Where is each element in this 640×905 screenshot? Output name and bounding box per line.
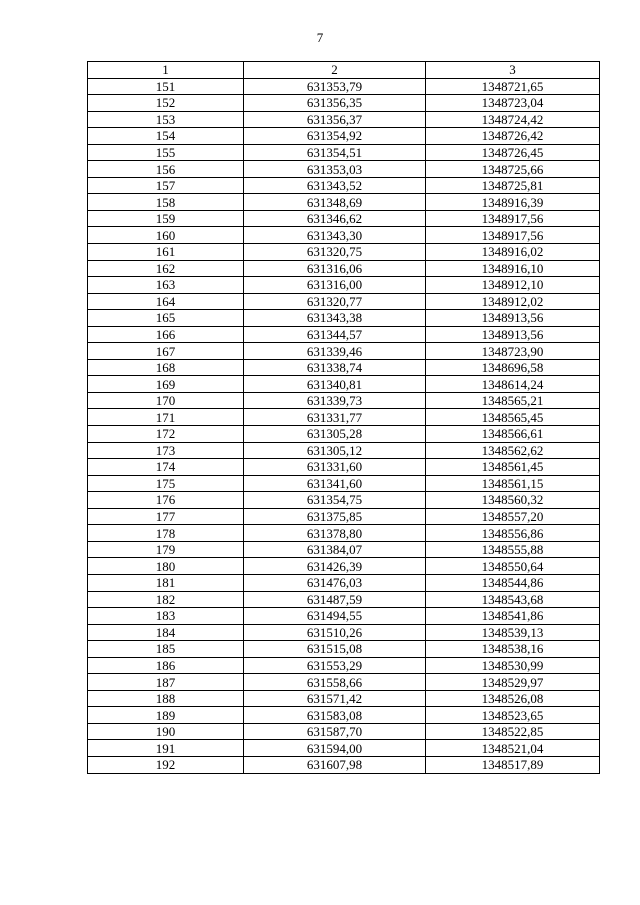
point-number-cell: 176 <box>88 492 244 509</box>
x-coordinate-cell: 631343,30 <box>244 227 426 244</box>
y-coordinate-cell: 1348561,45 <box>426 459 600 476</box>
y-coordinate-cell: 1348522,85 <box>426 723 600 740</box>
x-coordinate-cell: 631354,75 <box>244 492 426 509</box>
point-number-cell: 187 <box>88 674 244 691</box>
table-row <box>88 128 600 145</box>
table-row <box>88 723 600 740</box>
y-coordinate-cell: 1348916,39 <box>426 194 600 211</box>
y-coordinate-cell: 1348529,97 <box>426 674 600 691</box>
x-coordinate-cell: 631316,00 <box>244 277 426 294</box>
page-number: 7 <box>316 30 324 45</box>
table-row <box>88 277 600 294</box>
x-coordinate-cell: 631341,60 <box>244 475 426 492</box>
point-number-cell: 160 <box>88 227 244 244</box>
x-coordinate-cell: 631494,55 <box>244 608 426 625</box>
x-coordinate-cell: 631558,66 <box>244 674 426 691</box>
x-coordinate-cell: 631305,12 <box>244 442 426 459</box>
point-number-cell: 151 <box>88 78 244 95</box>
point-number-cell: 158 <box>88 194 244 211</box>
x-coordinate-cell: 631348,69 <box>244 194 426 211</box>
table-row <box>88 227 600 244</box>
y-coordinate-cell: 1348550,64 <box>426 558 600 575</box>
y-coordinate-cell: 1348557,20 <box>426 508 600 525</box>
y-coordinate-cell: 1348723,04 <box>426 95 600 112</box>
x-coordinate-cell: 631338,74 <box>244 359 426 376</box>
x-coordinate-cell: 631340,81 <box>244 376 426 393</box>
table-row <box>88 144 600 161</box>
y-coordinate-cell: 1348614,24 <box>426 376 600 393</box>
point-number-cell: 178 <box>88 525 244 542</box>
point-number-cell: 161 <box>88 244 244 261</box>
x-coordinate-cell: 631353,03 <box>244 161 426 178</box>
table-row <box>88 591 600 608</box>
x-coordinate-cell: 631553,29 <box>244 657 426 674</box>
x-coordinate-cell: 631343,52 <box>244 177 426 194</box>
point-number-cell: 154 <box>88 128 244 145</box>
y-coordinate-cell: 1348725,66 <box>426 161 600 178</box>
y-coordinate-cell: 1348517,89 <box>426 756 600 773</box>
table-row <box>88 111 600 128</box>
x-coordinate-cell: 631356,37 <box>244 111 426 128</box>
point-number-cell: 174 <box>88 459 244 476</box>
table-row <box>88 492 600 509</box>
y-coordinate-cell: 1348544,86 <box>426 574 600 591</box>
point-number-cell: 173 <box>88 442 244 459</box>
x-coordinate-cell: 631375,85 <box>244 508 426 525</box>
table-row <box>88 459 600 476</box>
x-coordinate-cell: 631583,08 <box>244 707 426 724</box>
coordinates-table <box>87 61 600 774</box>
table-row <box>88 641 600 658</box>
y-coordinate-cell: 1348724,42 <box>426 111 600 128</box>
table-header-row <box>88 62 600 79</box>
table-row <box>88 293 600 310</box>
y-coordinate-cell: 1348917,56 <box>426 227 600 244</box>
x-coordinate-cell: 631331,60 <box>244 459 426 476</box>
point-number-cell: 162 <box>88 260 244 277</box>
y-coordinate-cell: 1348523,65 <box>426 707 600 724</box>
x-coordinate-cell: 631346,62 <box>244 210 426 227</box>
point-number-cell: 189 <box>88 707 244 724</box>
point-number-cell: 171 <box>88 409 244 426</box>
x-coordinate-cell: 631384,07 <box>244 541 426 558</box>
x-coordinate-cell: 631353,79 <box>244 78 426 95</box>
table-row <box>88 541 600 558</box>
x-coordinate-cell: 631356,35 <box>244 95 426 112</box>
x-coordinate-cell: 631316,06 <box>244 260 426 277</box>
point-number-cell: 185 <box>88 641 244 658</box>
point-number-cell: 186 <box>88 657 244 674</box>
table-row <box>88 624 600 641</box>
y-coordinate-cell: 1348913,56 <box>426 326 600 343</box>
table-row <box>88 194 600 211</box>
table-body <box>88 78 600 773</box>
column-header-3: 3 <box>426 62 600 79</box>
point-number-cell: 170 <box>88 392 244 409</box>
point-number-cell: 166 <box>88 326 244 343</box>
table-row <box>88 740 600 757</box>
x-coordinate-cell: 631320,75 <box>244 244 426 261</box>
point-number-cell: 177 <box>88 508 244 525</box>
x-coordinate-cell: 631487,59 <box>244 591 426 608</box>
x-coordinate-cell: 631594,00 <box>244 740 426 757</box>
point-number-cell: 172 <box>88 426 244 443</box>
table-row <box>88 95 600 112</box>
table-row <box>88 574 600 591</box>
table-row <box>88 210 600 227</box>
table-row <box>88 525 600 542</box>
table-row <box>88 376 600 393</box>
y-coordinate-cell: 1348721,65 <box>426 78 600 95</box>
x-coordinate-cell: 631426,39 <box>244 558 426 575</box>
point-number-cell: 165 <box>88 310 244 327</box>
column-header-2: 2 <box>244 62 426 79</box>
x-coordinate-cell: 631587,70 <box>244 723 426 740</box>
y-coordinate-cell: 1348912,10 <box>426 277 600 294</box>
y-coordinate-cell: 1348543,68 <box>426 591 600 608</box>
column-header-1: 1 <box>88 62 244 79</box>
point-number-cell: 188 <box>88 690 244 707</box>
x-coordinate-cell: 631320,77 <box>244 293 426 310</box>
table-row <box>88 392 600 409</box>
table-row <box>88 343 600 360</box>
point-number-cell: 163 <box>88 277 244 294</box>
table-row <box>88 78 600 95</box>
y-coordinate-cell: 1348723,90 <box>426 343 600 360</box>
table-row <box>88 674 600 691</box>
y-coordinate-cell: 1348539,13 <box>426 624 600 641</box>
point-number-cell: 180 <box>88 558 244 575</box>
x-coordinate-cell: 631571,42 <box>244 690 426 707</box>
table-row <box>88 426 600 443</box>
x-coordinate-cell: 631510,26 <box>244 624 426 641</box>
point-number-cell: 167 <box>88 343 244 360</box>
point-number-cell: 153 <box>88 111 244 128</box>
table-row <box>88 326 600 343</box>
x-coordinate-cell: 631378,80 <box>244 525 426 542</box>
table-row <box>88 608 600 625</box>
y-coordinate-cell: 1348530,99 <box>426 657 600 674</box>
table-row <box>88 244 600 261</box>
point-number-cell: 152 <box>88 95 244 112</box>
x-coordinate-cell: 631607,98 <box>244 756 426 773</box>
table-row <box>88 657 600 674</box>
table-row <box>88 409 600 426</box>
y-coordinate-cell: 1348565,45 <box>426 409 600 426</box>
point-number-cell: 157 <box>88 177 244 194</box>
y-coordinate-cell: 1348916,02 <box>426 244 600 261</box>
point-number-cell: 190 <box>88 723 244 740</box>
table-row <box>88 177 600 194</box>
table-row <box>88 442 600 459</box>
table-row <box>88 690 600 707</box>
point-number-cell: 183 <box>88 608 244 625</box>
point-number-cell: 169 <box>88 376 244 393</box>
table-row <box>88 310 600 327</box>
y-coordinate-cell: 1348725,81 <box>426 177 600 194</box>
y-coordinate-cell: 1348560,32 <box>426 492 600 509</box>
table-row <box>88 756 600 773</box>
y-coordinate-cell: 1348566,61 <box>426 426 600 443</box>
table-row <box>88 260 600 277</box>
point-number-cell: 192 <box>88 756 244 773</box>
table-row <box>88 161 600 178</box>
table-row <box>88 508 600 525</box>
y-coordinate-cell: 1348726,45 <box>426 144 600 161</box>
x-coordinate-cell: 631344,57 <box>244 326 426 343</box>
x-coordinate-cell: 631515,08 <box>244 641 426 658</box>
x-coordinate-cell: 631354,51 <box>244 144 426 161</box>
y-coordinate-cell: 1348561,15 <box>426 475 600 492</box>
x-coordinate-cell: 631354,92 <box>244 128 426 145</box>
point-number-cell: 164 <box>88 293 244 310</box>
point-number-cell: 168 <box>88 359 244 376</box>
y-coordinate-cell: 1348565,21 <box>426 392 600 409</box>
table-row <box>88 359 600 376</box>
y-coordinate-cell: 1348917,56 <box>426 210 600 227</box>
point-number-cell: 155 <box>88 144 244 161</box>
y-coordinate-cell: 1348562,62 <box>426 442 600 459</box>
y-coordinate-cell: 1348521,04 <box>426 740 600 757</box>
y-coordinate-cell: 1348726,42 <box>426 128 600 145</box>
y-coordinate-cell: 1348912,02 <box>426 293 600 310</box>
y-coordinate-cell: 1348913,56 <box>426 310 600 327</box>
x-coordinate-cell: 631305,28 <box>244 426 426 443</box>
y-coordinate-cell: 1348916,10 <box>426 260 600 277</box>
table-row <box>88 558 600 575</box>
y-coordinate-cell: 1348526,08 <box>426 690 600 707</box>
point-number-cell: 159 <box>88 210 244 227</box>
y-coordinate-cell: 1348555,88 <box>426 541 600 558</box>
table-row <box>88 475 600 492</box>
point-number-cell: 184 <box>88 624 244 641</box>
point-number-cell: 191 <box>88 740 244 757</box>
table-row <box>88 707 600 724</box>
x-coordinate-cell: 631339,46 <box>244 343 426 360</box>
x-coordinate-cell: 631343,38 <box>244 310 426 327</box>
x-coordinate-cell: 631331,77 <box>244 409 426 426</box>
y-coordinate-cell: 1348541,86 <box>426 608 600 625</box>
y-coordinate-cell: 1348538,16 <box>426 641 600 658</box>
x-coordinate-cell: 631476,03 <box>244 574 426 591</box>
point-number-cell: 175 <box>88 475 244 492</box>
x-coordinate-cell: 631339,73 <box>244 392 426 409</box>
y-coordinate-cell: 1348556,86 <box>426 525 600 542</box>
point-number-cell: 179 <box>88 541 244 558</box>
point-number-cell: 156 <box>88 161 244 178</box>
point-number-cell: 182 <box>88 591 244 608</box>
y-coordinate-cell: 1348696,58 <box>426 359 600 376</box>
point-number-cell: 181 <box>88 574 244 591</box>
